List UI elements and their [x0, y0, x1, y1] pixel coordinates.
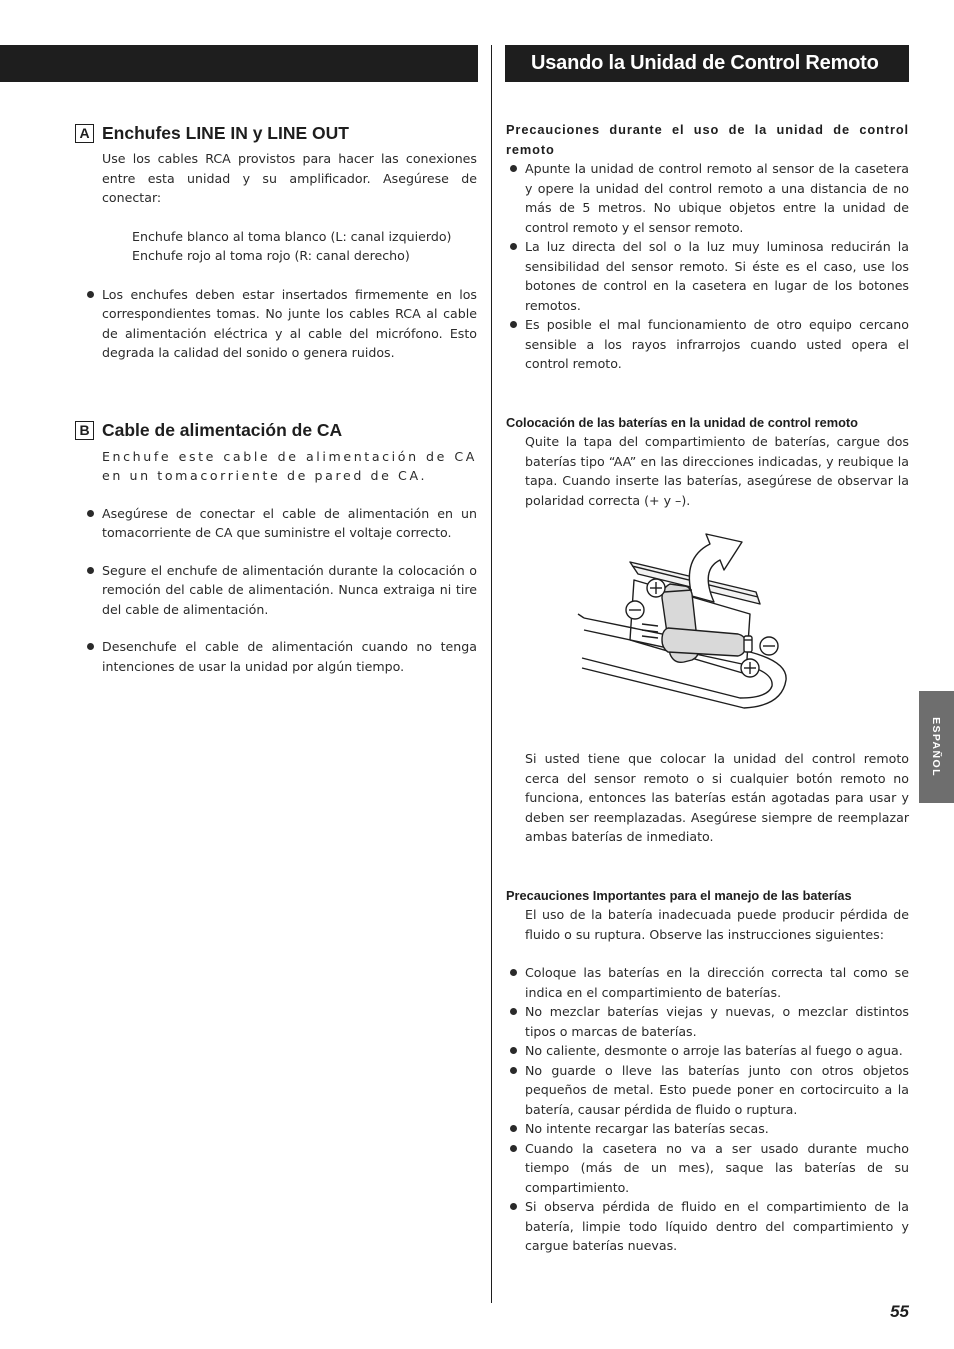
- section-b-letter: B: [75, 421, 94, 440]
- precautions-bullet-1: Apunte la unidad de control remoto al sensor de la casetera y opere la unidad del control remoto a una distancia de no más de 5 metros. No ubique objetos entre la unidad de control remoto y el sensor remoto.: [506, 159, 909, 237]
- precautions-bullet-3: Es posible el mal funcionamiento de otro equipo cercano sensible a los rayos infrarrojos cuando usted opera el control remoto.: [506, 315, 909, 374]
- important-bullet-2: No mezclar baterías viejas y nuevas, o mezclar distintos tipos o marcas de baterías.: [506, 1002, 909, 1041]
- section-a-letter: A: [75, 124, 94, 143]
- section-a-title: Enchufes LINE IN y LINE OUT: [102, 122, 349, 143]
- bullet-icon: [510, 165, 517, 172]
- section-b-bullet-3: Desenchufe el cable de alimentación cuando no tenga intenciones de usar la unidad por algún tiempo.: [75, 637, 477, 676]
- bullet-icon: [87, 291, 94, 298]
- section-a-intro: Use los cables RCA provistos para hacer las conexiones entre esta unidad y su amplificador. Asegúrese de conectar:: [102, 151, 477, 205]
- batteries-title: Colocación de las baterías en la unidad de control remoto: [506, 414, 858, 430]
- section-a-bullet: Los enchufes deben estar insertados firmemente en los correspondientes tomas. No junte los cables RCA al cable de alimentación eléctrica y al cable del micrófono. Esto degrada la calidad del sonido o genera ruidos.: [75, 285, 477, 363]
- important-title: Precauciones Importantes para el manejo de las baterías: [506, 887, 852, 903]
- section-b-heading: [75, 418, 477, 444]
- section-b-bullet-1: Asegúrese de conectar el cable de alimentación en un tomacorriente de CA que suministre el voltaje correcto.: [75, 504, 477, 543]
- batteries-text: Quite la tapa del compartimiento de baterías, cargue dos baterías tipo “AA” en las direcciones indicadas, y reubique la tapa. Cuando inserte las baterías, asegúrese de observar la polaridad correcta (+ y –).: [525, 434, 909, 508]
- section-a-line-white: Enchufe blanco al toma blanco (L: canal izquierdo): [132, 228, 452, 244]
- important-bullet-6: Cuando la casetera no va a ser usado durante mucho tiempo (más de un mes), saque las baterías de su compartimiento.: [506, 1139, 909, 1198]
- important-text: El uso de la batería inadecuada puede producir pérdida de fluido o su ruptura. Observe las instrucciones siguientes:: [525, 907, 909, 942]
- bullet-icon: [510, 243, 517, 250]
- page-number: 55: [890, 1302, 909, 1321]
- bullet-icon: [510, 1067, 517, 1074]
- bullet-icon: [87, 643, 94, 650]
- bullet-icon: [510, 1145, 517, 1152]
- section-a-heading: [75, 120, 477, 146]
- bullet-icon: [87, 510, 94, 517]
- left-column: [75, 120, 477, 676]
- important-bullet-4: No guarde o lleve las baterías junto con otros objetos pequeños de metal. Esto puede poner en cortocircuito a la batería, causar pérdida de fluido o ruptura.: [506, 1061, 909, 1120]
- bullet-icon: [87, 567, 94, 574]
- important-bullet-3: No caliente, desmonte o arroje las baterías al fuego o agua.: [506, 1041, 909, 1061]
- bullet-icon: [510, 969, 517, 976]
- precautions-title: Precauciones durante el uso de la unidad de control remoto: [506, 122, 909, 157]
- page-title: Usando la Unidad de Control Remoto: [531, 52, 879, 74]
- language-tab-label: ESPAÑOL: [930, 717, 942, 777]
- batteries-after-text: Si usted tiene que colocar la unidad del control remoto cerca del sensor remoto o si cualquier botón remoto no funciona, entonces las baterías están agotadas para usar y deben ser reemplazadas. Asegúrese siempre de reemplazar ambas baterías de inmediato.: [525, 751, 909, 844]
- bullet-icon: [510, 1047, 517, 1054]
- column-divider: [491, 45, 492, 1303]
- header-bar-right: [505, 45, 909, 82]
- section-a-line-red: Enchufe rojo al toma rojo (R: canal derecho): [132, 248, 410, 263]
- language-side-tab: [919, 691, 954, 803]
- important-bullet-5: No intente recargar las baterías secas.: [506, 1119, 909, 1139]
- precautions-bullet-2: La luz directa del sol o la luz muy luminosa reducirán la sensibilidad del sensor remoto. Si éste es el caso, use los botones de control en la casetera en lugar de los botones remotos.: [506, 237, 909, 315]
- important-bullet-7: Si observa pérdida de fluido en el compartimiento de la batería, limpie todo líquido dentro del compartimiento y cargue baterías nuevas.: [506, 1197, 909, 1256]
- bullet-icon: [510, 1125, 517, 1132]
- section-b-intro: Enchufe este cable de alimentación de CA en un tomacorriente de pared de CA.: [102, 448, 477, 483]
- important-bullet-1: Coloque las baterías en la dirección correcta tal como se indica en el compartimiento de baterías.: [506, 963, 909, 1002]
- section-b-title: Cable de alimentación de CA: [102, 420, 343, 440]
- battery-compartment-illustration: [574, 522, 794, 714]
- bullet-icon: [510, 1008, 517, 1015]
- section-b-bullet-2: Segure el enchufe de alimentación durante la colocación o remoción del cable de alimentación. Nunca extraiga ni tire del cable de alimentación.: [75, 561, 477, 620]
- header-bar-left: [0, 45, 478, 82]
- bullet-icon: [510, 1203, 517, 1210]
- bullet-icon: [510, 321, 517, 328]
